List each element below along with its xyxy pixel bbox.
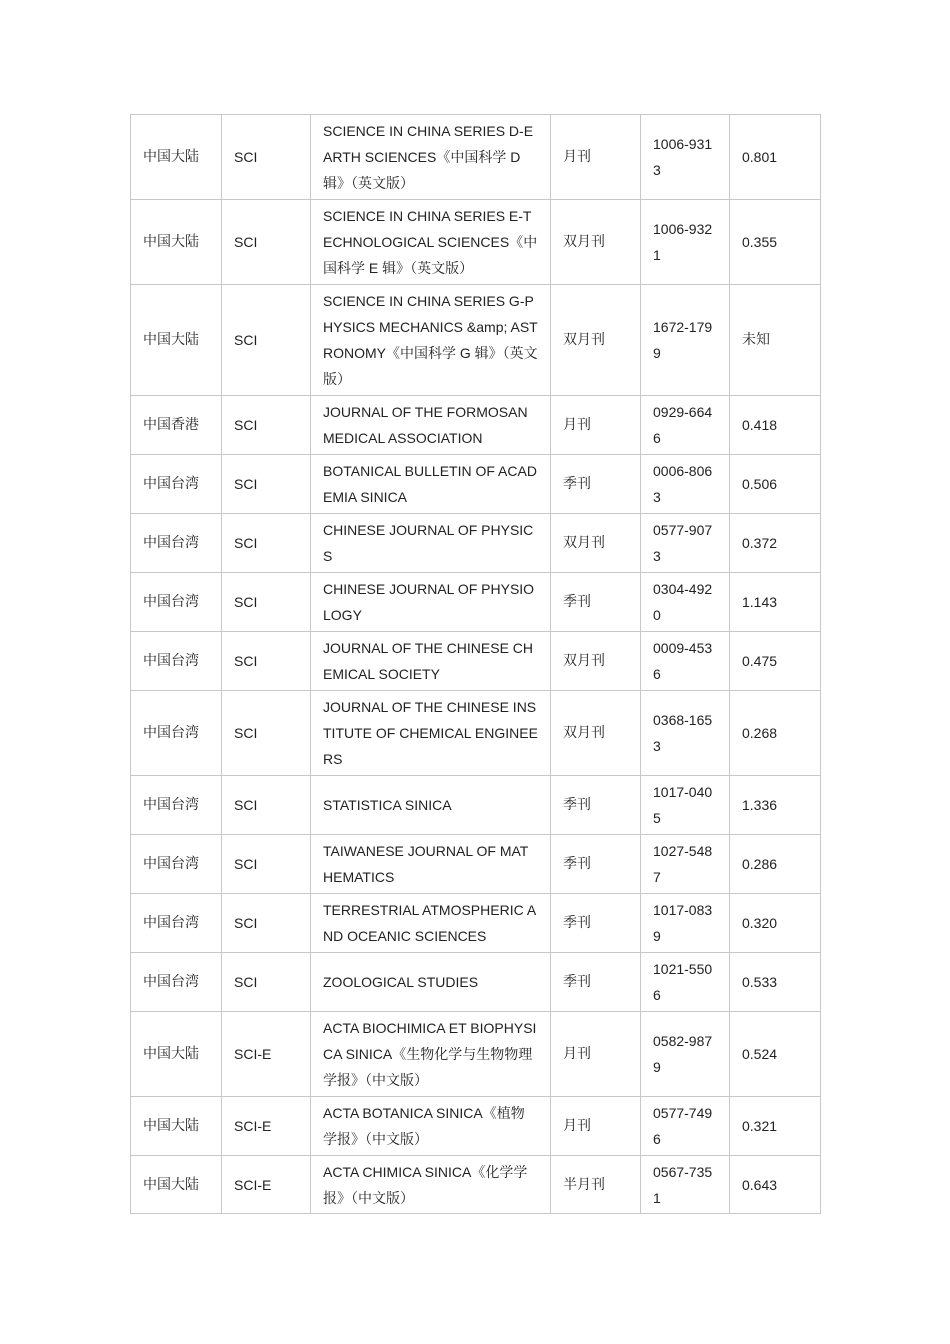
frequency-cell: 双月刊	[551, 200, 641, 285]
frequency-cell: 季刊	[551, 776, 641, 835]
frequency-cell: 双月刊	[551, 691, 641, 776]
table-row	[131, 776, 821, 835]
region-cell: 中国大陆	[131, 1012, 222, 1097]
region-cell: 中国台湾	[131, 514, 222, 573]
impact-factor-cell: 1.336	[730, 776, 821, 835]
index-cell: SCI	[222, 632, 311, 691]
impact-factor-cell: 0.268	[730, 691, 821, 776]
index-cell: SCI	[222, 894, 311, 953]
issn-cell: 1021-5506	[641, 953, 730, 1012]
region-cell: 中国台湾	[131, 835, 222, 894]
journal-title-cell: BOTANICAL BULLETIN OF ACADEMIA SINICA	[311, 455, 551, 514]
journal-title-cell: JOURNAL OF THE FORMOSAN MEDICAL ASSOCIATION	[311, 396, 551, 455]
table-row	[131, 514, 821, 573]
region-cell: 中国台湾	[131, 894, 222, 953]
index-cell: SCI	[222, 200, 311, 285]
region-cell: 中国台湾	[131, 776, 222, 835]
frequency-cell: 季刊	[551, 835, 641, 894]
journal-title-cell: JOURNAL OF THE CHINESE CHEMICAL SOCIETY	[311, 632, 551, 691]
frequency-cell: 月刊	[551, 1097, 641, 1156]
table-row	[131, 835, 821, 894]
index-cell: SCI	[222, 573, 311, 632]
index-cell: SCI	[222, 953, 311, 1012]
table-row	[131, 573, 821, 632]
table-row	[131, 894, 821, 953]
issn-cell: 0009-4536	[641, 632, 730, 691]
table-row	[131, 285, 821, 396]
issn-cell: 0577-7496	[641, 1097, 730, 1156]
table-row	[131, 953, 821, 1012]
impact-factor-cell: 0.320	[730, 894, 821, 953]
journal-title-cell: JOURNAL OF THE CHINESE INSTITUTE OF CHEMICAL ENGINEERS	[311, 691, 551, 776]
issn-cell: 1006-9313	[641, 115, 730, 200]
frequency-cell: 月刊	[551, 115, 641, 200]
region-cell: 中国大陆	[131, 285, 222, 396]
journal-title-cell: CHINESE JOURNAL OF PHYSICS	[311, 514, 551, 573]
table-row	[131, 691, 821, 776]
table-row	[131, 632, 821, 691]
issn-cell: 0304-4920	[641, 573, 730, 632]
region-cell: 中国大陆	[131, 1156, 222, 1214]
index-cell: SCI	[222, 455, 311, 514]
issn-cell: 1017-0839	[641, 894, 730, 953]
journal-title-cell: SCIENCE IN CHINA SERIES E-TECHNOLOGICAL SCIENCES《中国科学 E 辑》（英文版）	[311, 200, 551, 285]
journal-title-cell: STATISTICA SINICA	[311, 776, 551, 835]
issn-cell: 1006-9321	[641, 200, 730, 285]
journal-title-cell: SCIENCE IN CHINA SERIES G-PHYSICS MECHANICS &amp; ASTRONOMY《中国科学 G 辑》（英文版）	[311, 285, 551, 396]
impact-factor-cell: 0.506	[730, 455, 821, 514]
impact-factor-cell: 0.475	[730, 632, 821, 691]
impact-factor-cell: 0.321	[730, 1097, 821, 1156]
impact-factor-cell: 1.143	[730, 573, 821, 632]
issn-cell: 0577-9073	[641, 514, 730, 573]
table-row	[131, 1097, 821, 1156]
issn-cell: 0006-8063	[641, 455, 730, 514]
index-cell: SCI	[222, 691, 311, 776]
region-cell: 中国台湾	[131, 455, 222, 514]
impact-factor-cell: 0.286	[730, 835, 821, 894]
issn-cell: 0368-1653	[641, 691, 730, 776]
impact-factor-cell: 0.533	[730, 953, 821, 1012]
issn-cell: 1672-1799	[641, 285, 730, 396]
journal-title-cell: TERRESTRIAL ATMOSPHERIC AND OCEANIC SCIENCES	[311, 894, 551, 953]
journal-title-cell: ACTA CHIMICA SINICA《化学学报》（中文版）	[311, 1156, 551, 1214]
frequency-cell: 双月刊	[551, 514, 641, 573]
impact-factor-cell: 0.801	[730, 115, 821, 200]
impact-factor-cell: 0.643	[730, 1156, 821, 1214]
issn-cell: 0582-9879	[641, 1012, 730, 1097]
impact-factor-cell: 0.372	[730, 514, 821, 573]
region-cell: 中国台湾	[131, 632, 222, 691]
index-cell: SCI	[222, 835, 311, 894]
index-cell: SCI-E	[222, 1156, 311, 1214]
frequency-cell: 季刊	[551, 455, 641, 514]
table-row	[131, 455, 821, 514]
issn-cell: 0929-6646	[641, 396, 730, 455]
frequency-cell: 季刊	[551, 573, 641, 632]
index-cell: SCI	[222, 285, 311, 396]
impact-factor-cell: 0.418	[730, 396, 821, 455]
impact-factor-cell: 未知	[730, 285, 821, 396]
table-row	[131, 200, 821, 285]
journal-title-cell: ACTA BIOCHIMICA ET BIOPHYSICA SINICA《生物化学与生物物理学报》（中文版）	[311, 1012, 551, 1097]
journal-table	[130, 114, 821, 1214]
index-cell: SCI	[222, 396, 311, 455]
index-cell: SCI	[222, 514, 311, 573]
frequency-cell: 季刊	[551, 953, 641, 1012]
region-cell: 中国大陆	[131, 115, 222, 200]
issn-cell: 1027-5487	[641, 835, 730, 894]
frequency-cell: 双月刊	[551, 632, 641, 691]
issn-cell: 0567-7351	[641, 1156, 730, 1214]
frequency-cell: 双月刊	[551, 285, 641, 396]
journal-title-cell: ZOOLOGICAL STUDIES	[311, 953, 551, 1012]
journal-title-cell: CHINESE JOURNAL OF PHYSIOLOGY	[311, 573, 551, 632]
table-row	[131, 115, 821, 200]
frequency-cell: 季刊	[551, 894, 641, 953]
index-cell: SCI-E	[222, 1012, 311, 1097]
issn-cell: 1017-0405	[641, 776, 730, 835]
journal-title-cell: ACTA BOTANICA SINICA《植物学报》（中文版）	[311, 1097, 551, 1156]
region-cell: 中国大陆	[131, 200, 222, 285]
table-row	[131, 396, 821, 455]
frequency-cell: 月刊	[551, 1012, 641, 1097]
region-cell: 中国台湾	[131, 691, 222, 776]
impact-factor-cell: 0.355	[730, 200, 821, 285]
table-row	[131, 1012, 821, 1097]
region-cell: 中国大陆	[131, 1097, 222, 1156]
region-cell: 中国香港	[131, 396, 222, 455]
frequency-cell: 月刊	[551, 396, 641, 455]
frequency-cell: 半月刊	[551, 1156, 641, 1214]
index-cell: SCI	[222, 115, 311, 200]
journal-title-cell: SCIENCE IN CHINA SERIES D-EARTH SCIENCES《中国科学 D 辑》（英文版）	[311, 115, 551, 200]
index-cell: SCI-E	[222, 1097, 311, 1156]
region-cell: 中国台湾	[131, 953, 222, 1012]
region-cell: 中国台湾	[131, 573, 222, 632]
index-cell: SCI	[222, 776, 311, 835]
table-row	[131, 1156, 821, 1214]
journal-title-cell: TAIWANESE JOURNAL OF MATHEMATICS	[311, 835, 551, 894]
impact-factor-cell: 0.524	[730, 1012, 821, 1097]
